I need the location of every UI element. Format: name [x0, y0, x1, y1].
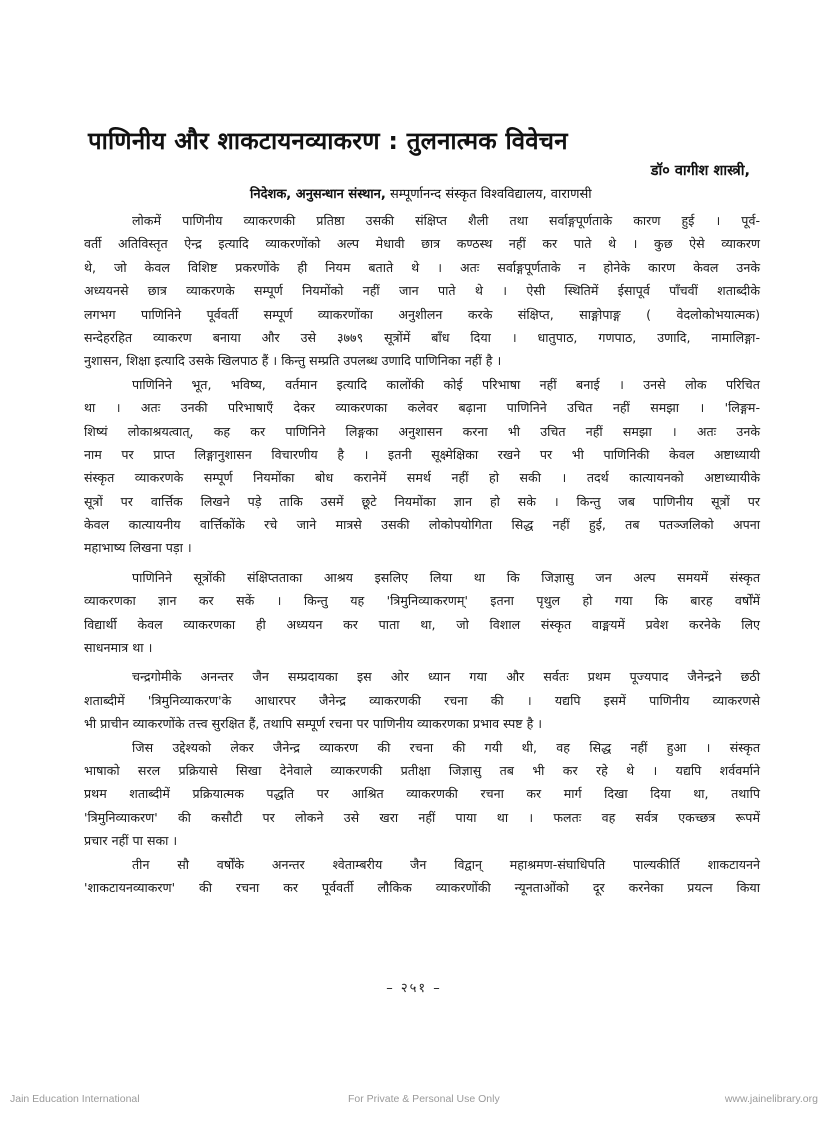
author-name: डॉ० वागीश शास्त्री,	[650, 163, 750, 179]
paragraph	[84, 373, 760, 560]
paragraph	[84, 209, 760, 373]
paragraph	[84, 736, 760, 853]
text-line: प्रचार नहीं पा सका ।	[84, 833, 178, 849]
text-line: भाषाको सरल प्रक्रियासे सिखा देनेवाले व्याकरणकी प्रतीक्षा जिज्ञासु तब भी कर रहे थे । यद्यपि शर्ववर्माने	[84, 762, 760, 778]
text-line: नुशासन, शिक्षा इत्यादि उसके खिलपाठ हैं । किन्तु सम्प्रति उपलब्ध उणादि पाणिनिका नहीं है ।	[84, 353, 502, 369]
text-line: भी प्राचीन व्याकरणोंके तत्त्व सुरक्षित हैं, तथापि सम्पूर्ण रचना पर पाणिनीय व्याकरणका प्रभाव स्पष्ट है ।	[84, 716, 543, 732]
text-line: शिष्यं लोकाश्रयत्वात्, कह कर पाणिनिने लिङ्गका अनुशासन करना भी उचित नहीं समझा । अतः उनके	[84, 423, 760, 439]
text-line: साधनमात्र था ।	[84, 640, 153, 656]
text-line: नाम पर प्राप्त लिङ्गानुशासन विचारणीय है । इतनी सूक्ष्मेक्षिका रखने पर भी पाणिनिकी केवल अष्टाध्यायी	[84, 446, 760, 462]
text-line: तीन सौ वर्षोंके अनन्तर श्वेताम्बरीय जैन विद्वान् महाश्रमण-संघाधिपति पाल्यकीर्ति शाकटायनने	[132, 856, 760, 872]
text-line: पाणिनिने सूत्रोंकी संक्षिप्तताका आश्रय इसलिए लिया था कि जिज्ञासु जन अल्प समयमें संस्कृत	[132, 569, 760, 585]
text-line: सूत्रों पर वार्त्तिक लिखने पड़े ताकि उसमें छूटे नियमोंका ज्ञान हो सके । किन्तु जब पाणिनीय सूत्रों पर	[84, 493, 760, 509]
text-line: महाभाष्य लिखना पड़ा ।	[84, 540, 192, 556]
text-line: शताब्दीमें 'त्रिमुनिव्याकरण'के आधारपर जैनेन्द्र व्याकरणकी रचना की । यद्यपि इसमें पाणिनीय व्याकरणसे	[84, 692, 760, 708]
footer-website-link[interactable]: www.jainelibrary.org	[724, 1093, 818, 1105]
text-line: थे, जो केवल विशिष्ट प्रकरणोंके ही नियम बताते थे । अतः सर्वाङ्गपूर्णताके न होनेके कारण केवल उनके	[84, 259, 760, 275]
affiliation-place: सम्पूर्णानन्द संस्कृत विश्वविद्यालय, वाराणसी	[389, 187, 592, 202]
text-line: केवल कात्यायनीय वार्त्तिकोंके रचे जाने मात्रसे उसकी लोकोपयोगिता सिद्ध नहीं हुई, तब पतञ्जलिको अपना	[84, 517, 760, 533]
page-number: – २५१ –	[386, 981, 442, 996]
text-line: जिस उद्देश्यको लेकर जैनेन्द्र व्याकरण की रचना की गयी थी, वह सिद्ध नहीं हुआ । संस्कृत	[132, 739, 760, 755]
author-affiliation	[250, 184, 755, 202]
text-line: संस्कृत व्याकरणके सम्पूर्ण नियमोंका बोध करानेमें समर्थ नहीं हो सकी । तदर्थ कात्यायनको अष्टाध्यायीके	[84, 470, 760, 486]
article-body	[84, 209, 760, 899]
footer-publisher: Jain Education International	[10, 1093, 140, 1105]
text-line: व्याकरणका ज्ञान कर सकें । किन्तु यह 'त्रिमुनिव्याकरणम्' इतना पृथुल हो गया कि बारह वर्षोंमें	[84, 593, 760, 609]
text-line: अध्ययनसे छात्र व्याकरणके सम्पूर्ण नियमोंको नहीं जान पाते थे । ऐसी स्थितिमें ईसापूर्व पाँचवीं शताब्दीके	[84, 283, 760, 299]
text-line: लगभग पाणिनिने पूर्ववर्ती सम्पूर्ण व्याकरणोंका अनुशीलन करके संक्षिप्त, साङ्गोपाङ्ग ( वेदलोकोभयात्मक)	[84, 306, 760, 322]
paragraph	[84, 566, 760, 660]
paragraph	[84, 665, 760, 735]
text-line: चन्द्रगोमीके अनन्तर जैन सम्प्रदायका इस ओर ध्यान गया और सर्वतः प्रथम पूज्यपाद जैनेन्द्रने छठी	[132, 669, 760, 685]
text-line: 'त्रिमुनिव्याकरण' की कसौटी पर लोकने उसे खरा नहीं पाया था । फलतः वह सर्वत्र एकच्छत्र रूपमें	[84, 809, 760, 825]
text-line: विद्यार्थी केवल व्याकरणका ही अध्ययन कर पाता था, जो विशाल संस्कृत वाङ्मयमें प्रवेश करनेके लिए	[84, 616, 760, 632]
paragraph	[84, 853, 760, 900]
affiliation-role: निदेशक, अनुसन्धान संस्थान,	[250, 187, 386, 202]
text-line: था । अतः उनकी परिभाषाएँ देकर व्याकरणका कलेवर बढ़ाना पाणिनिने उचित नहीं समझा । 'लिङ्गम-	[84, 400, 760, 416]
text-line: सन्देहरहित व्याकरण बनाया और उसे ३७७९ सूत्रोंमें बाँध दिया । धातुपाठ, गणपाठ, उणादि, नामालिङ्गा-	[84, 329, 760, 345]
text-line: वर्ती अतिविस्तृत ऐन्द्र इत्यादि व्याकरणोंको अल्प मेधावी छात्र कण्ठस्थ नहीं कर पाते थे । कुछ ऐसे व्याकरण	[84, 236, 760, 252]
text-line: प्रथम शताब्दीमें प्रक्रियात्मक पद्धति पर आश्रित व्याकरणकी रचना कर मार्ग दिखा दिया था, तथापि	[84, 786, 760, 802]
text-line: 'शाकटायनव्याकरण' की रचना कर पूर्ववर्ती लौकिक व्याकरणोंकी न्यूनताओंको दूर करनेका प्रयत्न किया	[84, 879, 760, 895]
article-title: पाणिनीय और शाकटायनव्याकरण : तुलनात्मक विवेचन	[88, 127, 568, 155]
text-line: पाणिनिने भूत, भविष्य, वर्तमान इत्यादि कालोंकी कोई परिभाषा नहीं बनाई । उनसे लोक परिचित	[132, 376, 760, 392]
footer-usage-notice: For Private & Personal Use Only	[348, 1093, 500, 1105]
text-line: लोकमें पाणिनीय व्याकरणकी प्रतिष्ठा उसकी संक्षिप्त शैली तथा सर्वाङ्गपूर्णताके कारण हुई । पूर्व-	[132, 213, 760, 228]
